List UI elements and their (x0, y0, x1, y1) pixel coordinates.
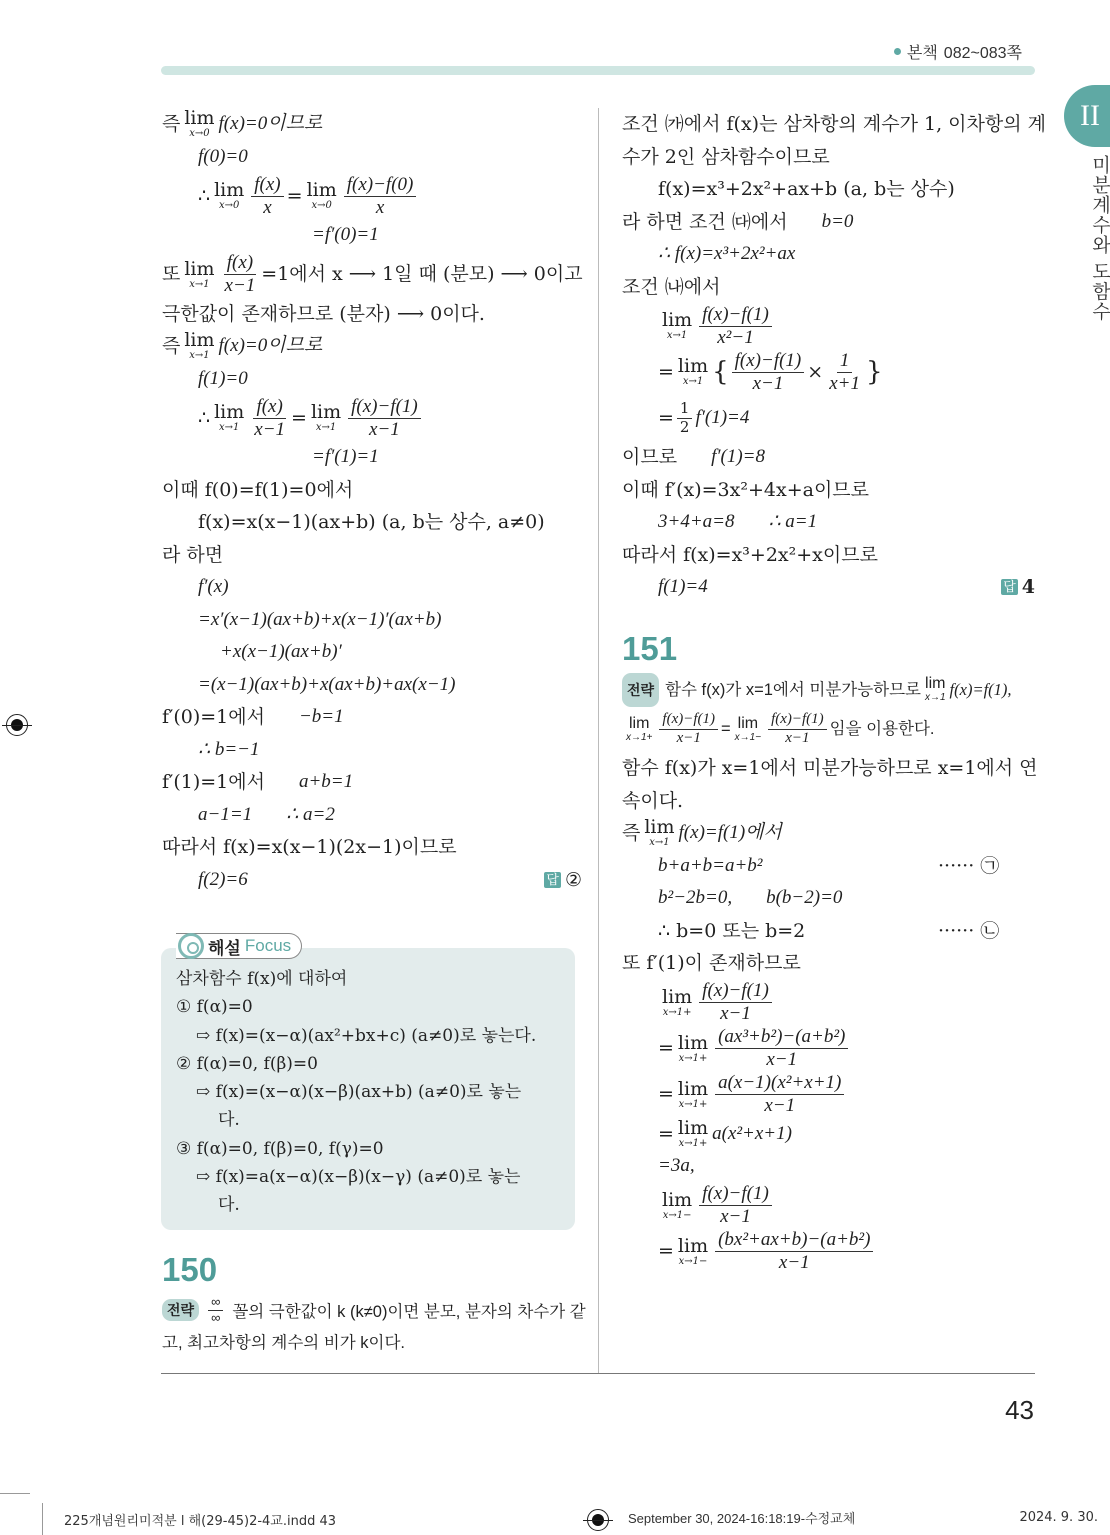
text: b+a+b=a+b² (658, 854, 763, 876)
limit (677, 1116, 709, 1149)
answer-badge: 답 (1003, 579, 1016, 595)
lim-sub: x→1 (666, 330, 688, 341)
solution-line: ∴ f(x)=x³+2x²+ax (658, 243, 796, 264)
lim-word: lim (662, 1188, 693, 1211)
answer-value: 4 (1021, 576, 1035, 598)
solution-line: f(0)=0 (198, 145, 248, 167)
denominator: x−1 (752, 372, 784, 394)
fraction (659, 711, 718, 747)
solution-line (622, 882, 1035, 915)
lim-word: lim (306, 179, 337, 201)
chapter-tab (1064, 85, 1110, 147)
limit (677, 1234, 709, 1267)
limit (735, 716, 761, 743)
text: f(2)=6 (198, 868, 248, 890)
solution-line: 따라서 f(x)=x(x−1)(2x−1)이므로 (162, 836, 457, 858)
text: 즉 (162, 335, 181, 357)
text: 즉 (162, 113, 181, 135)
solution-line (622, 1026, 1035, 1072)
text: f′(0)=1에서 (162, 706, 265, 728)
numerator: 1 (837, 350, 853, 373)
footer-timestamp: September 30, 2024-16:18:19-수정교체 (628, 1511, 856, 1526)
denominator: x²−1 (717, 326, 754, 348)
solution-line (162, 799, 582, 832)
lim-sub: x→0 (189, 128, 210, 140)
denominator: x−1 (720, 1003, 751, 1024)
denominator: x−1 (766, 1049, 798, 1070)
strategy-line (162, 1293, 586, 1326)
solution-line (622, 817, 1035, 850)
answer (544, 864, 582, 897)
solution-line: 따라서 f(x)=x³+2x²+x이므로 (622, 543, 878, 566)
focus-title-text: 해설 (208, 938, 241, 958)
fraction (699, 1183, 772, 1228)
text: 함수 f(x)가 x=1에서 미분가능하므로 (665, 680, 921, 699)
fraction (344, 174, 417, 219)
solution-line: =(x−1)(ax+b)+x(ax+b)+ax(x−1) (198, 673, 456, 695)
limit (662, 311, 692, 341)
lim-sub: x→1 (924, 692, 946, 704)
footer-filename: 225개념원리미적분 l 해(29-45)2-4교.indd 43 (64, 1514, 337, 1529)
strategy-line (622, 674, 1035, 707)
limit (662, 985, 693, 1018)
solution-line: 라 하면 (162, 543, 224, 566)
fraction (251, 396, 288, 441)
text: f(x)=0이므로 (218, 113, 323, 134)
fraction (768, 711, 827, 747)
text: ∴ a=2 (286, 803, 335, 825)
lim-sub: x→1 (682, 376, 704, 387)
solution-line: ∴ b=−1 (198, 738, 260, 760)
solution-line (162, 330, 582, 363)
right-column (622, 108, 1046, 1275)
solution-line (622, 303, 1035, 349)
solution-line (162, 108, 582, 141)
lim-word: lim (677, 1077, 709, 1100)
solution-line (622, 1229, 1035, 1275)
solution-line: = lim x→1 { $\frac{f(x)-f(1)}{x-1}$ × $\frac{1}{x+1}$ } (658, 349, 883, 394)
denominator: x (263, 196, 272, 218)
lim-word: lim (628, 714, 650, 732)
denominator: x−1 (224, 275, 256, 296)
focus-line: ⇨ f(x)=(x−α)(ax²+bx+c) (a≠0)로 놓는다. (196, 1025, 537, 1046)
solution-line: 속이다. (622, 789, 684, 812)
equals: = (658, 1083, 674, 1106)
limit (677, 1077, 709, 1110)
page-reference (894, 40, 1022, 63)
text: −b=1 (298, 706, 344, 727)
solution-line: 조건 ㈏에서 (622, 275, 721, 298)
solution-line (162, 395, 582, 441)
left-column (162, 108, 582, 896)
target-icon (178, 933, 204, 959)
equals: = (658, 1122, 674, 1145)
solution-line: =f′(1)=1 (312, 446, 379, 467)
strategy-badge: 전략 (622, 673, 659, 708)
text: 이므로 (622, 446, 678, 468)
text: ∴ b=0 또는 b=2 (658, 919, 806, 942)
denominator: ∞ (211, 1309, 221, 1325)
equation-marker: ······ ㉡ (938, 919, 1000, 942)
lim-word: lim (677, 1031, 709, 1054)
problem-number: 151 (622, 630, 678, 668)
limit (925, 676, 946, 703)
denominator: x−1 (676, 729, 701, 746)
equation-marker: ······ ㉠ (938, 854, 1000, 877)
solution-line: 함수 f(x)가 x=1에서 미분가능하므로 x=1에서 연 (622, 757, 1038, 779)
chapter-title: 미분계수와 도함수 (1089, 155, 1110, 322)
lim-sub: x→1 (315, 422, 337, 433)
text: f′(1)=1에서 (162, 771, 265, 793)
equals: = (286, 184, 303, 207)
text: 라 하면 조건 ㈐에서 (622, 210, 788, 233)
text: 꼴의 극한값이 k (k≠0)이면 분모, 분자의 차수가 같 (232, 1303, 586, 1321)
fraction (715, 1229, 873, 1274)
fraction (251, 174, 283, 219)
numerator: (ax³+b²)−(a+b²) (715, 1026, 848, 1049)
numerator: f(x)−f(1) (699, 1183, 772, 1206)
text: a−1=1 (198, 803, 253, 825)
lim-word: lim (310, 401, 342, 423)
lim-sub: x→1− (662, 1209, 692, 1221)
denominator: x−1 (720, 1206, 751, 1227)
lim-word: lim (214, 179, 245, 201)
text: f(x)=f(1), (949, 679, 1012, 699)
limit (184, 331, 214, 361)
bottom-rule (161, 1373, 1035, 1374)
focus-line: ⇨ f(x)=a(x−α)(x−β)(x−γ) (a≠0)로 놓는 (196, 1167, 521, 1188)
lim-word: lim (184, 257, 215, 280)
solution-line: 이때 f(0)=f(1)=0에서 (162, 478, 354, 501)
solution-line (622, 1072, 1035, 1118)
solution-line (162, 252, 582, 298)
lim-word: lim (214, 401, 245, 423)
solution-line (622, 1118, 1035, 1151)
denominator: x (375, 196, 385, 218)
equals: = (658, 360, 674, 383)
column-divider (598, 108, 599, 1373)
solution-line (622, 571, 1035, 604)
fraction (677, 400, 693, 436)
text: b(b−2)=0 (766, 887, 843, 908)
solution-line: f(x)=x³+2x²+ax+b (a, b는 상수) (658, 178, 955, 200)
lim-sub: x→1 (189, 278, 210, 290)
focus-line: ③ f(α)=0, f(β)=0, f(γ)=0 (176, 1138, 384, 1159)
lim-sub: x→1+ (662, 1006, 692, 1018)
denominator: x+1 (829, 372, 860, 394)
numerator: a(x−1)(x²+x+1) (715, 1072, 844, 1095)
limit (311, 403, 341, 433)
solution-line (622, 206, 1035, 239)
registration-mark-icon (587, 1509, 609, 1531)
text: b²−2b=0, (658, 887, 733, 908)
strategy-line: 고, 최고차항의 계수의 비가 k이다. (162, 1334, 405, 1352)
text: f(1)=4 (658, 576, 708, 597)
denominator: x−1 (778, 1252, 810, 1273)
solution-line (622, 980, 1035, 1026)
text: 임을 이용한다. (829, 719, 935, 738)
text: =1에서 x ⟶ 1일 때 (분모) ⟶ 0이고 (261, 263, 583, 286)
fraction (826, 350, 863, 395)
solution-line (162, 173, 582, 219)
text: 즉 (622, 822, 641, 844)
header-bar (161, 66, 1035, 75)
denominator: 2 (679, 417, 690, 436)
lim-sub: x→1+ (678, 1137, 708, 1149)
solution-line: 극한값이 존재하므로 (분자) ⟶ 0이다. (162, 302, 485, 325)
equals: = (721, 719, 731, 738)
therefore-symbol: ∴ (198, 184, 211, 207)
lim-sub: x→1 (189, 350, 210, 362)
limit (626, 716, 652, 743)
numerator: f(x) (251, 174, 283, 197)
lim-word: lim (677, 1116, 709, 1139)
problem-number: 150 (162, 1251, 218, 1288)
text: f′(1)=8 (711, 446, 765, 467)
lim-sub: x→1− (678, 1255, 708, 1267)
lim-word: lim (662, 985, 693, 1008)
limit (644, 818, 674, 848)
lim-word: lim (677, 355, 709, 377)
focus-line: 다. (218, 1195, 240, 1216)
solution-line: f(x)=x(x−1)(ax+b) (a, b는 상수, a≠0) (198, 511, 545, 533)
ref-pages: 082~083쪽 (943, 45, 1022, 62)
solution-line (622, 441, 1035, 474)
solution-line (162, 701, 582, 734)
denominator: x−1 (369, 418, 400, 440)
lim-sub: x→1+ (626, 731, 653, 743)
lim-sub: x→0 (311, 200, 332, 211)
lim-sub: x→1− (734, 731, 762, 743)
fraction (715, 1026, 848, 1071)
text: f(x)=f(1)에서 (678, 822, 782, 843)
answer (1001, 571, 1035, 604)
solution-line (622, 850, 1035, 883)
text: f(x)=0이므로 (218, 335, 323, 356)
numerator: f(x) (224, 252, 256, 275)
limit (184, 257, 215, 290)
lim-word: lim (925, 675, 946, 693)
fraction (715, 1072, 844, 1117)
text: a+b=1 (298, 771, 354, 792)
solution-line (622, 915, 1035, 948)
lim-word: lim (737, 714, 759, 732)
numerator: f(x)−f(1) (348, 396, 421, 419)
limit (184, 109, 214, 139)
strategy-line (622, 706, 1035, 752)
solution-line: =f′(0)=1 (312, 224, 379, 245)
crop-mark (0, 1493, 30, 1494)
limit (214, 403, 244, 433)
solution-line (162, 864, 582, 897)
solution-line: f(1)=0 (198, 367, 248, 389)
solution-line (622, 395, 1035, 441)
limit (678, 357, 708, 387)
limit (677, 1031, 709, 1064)
equals: = (291, 406, 307, 429)
equals: = (658, 1037, 674, 1060)
focus-body (176, 965, 571, 1220)
equals: = (658, 1240, 674, 1263)
numerator: f(x)−f(1) (699, 304, 772, 327)
numerator: (bx²+ax+b)−(a+b²) (715, 1229, 873, 1252)
answer-badge: 답 (546, 871, 559, 887)
focus-line: ⇨ f(x)=(x−α)(x−β)(ax+b) (a≠0)로 놓는 (196, 1082, 522, 1103)
footer-date: 2024. 9. 30. (1019, 1510, 1098, 1525)
chapter-numeral: II (1080, 99, 1100, 132)
text: f′(1)=4 (695, 406, 750, 428)
denominator: x−1 (785, 729, 810, 746)
equals: = (658, 406, 674, 429)
numerator: ∞ (208, 1295, 223, 1311)
lim-word: lim (677, 1234, 709, 1257)
solution-line (162, 766, 582, 799)
fraction (208, 1295, 223, 1326)
focus-line: ① f(α)=0 (176, 997, 253, 1018)
focus-line: ② f(α)=0, f(β)=0 (176, 1053, 318, 1074)
lim-sub: x→1+ (678, 1098, 708, 1110)
fraction (699, 980, 772, 1025)
fraction (699, 304, 772, 349)
limit (307, 181, 337, 211)
problem-150 (162, 1246, 586, 1356)
bullet-dot-icon (894, 48, 901, 55)
answer-value: ② (564, 868, 582, 891)
solution-line (622, 506, 1035, 539)
solution-line (622, 1183, 1035, 1229)
solution-line: =x′(x−1)(ax+b)+x(x−1)′(ax+b) (198, 608, 442, 630)
limit (662, 1188, 693, 1221)
fraction (348, 396, 421, 441)
solution-line: f′(x) (198, 576, 229, 597)
lim-sub: x→1+ (678, 1052, 708, 1064)
denominator: x−1 (764, 1095, 796, 1116)
lim-sub: x→1 (218, 422, 240, 433)
text: b=0 (821, 210, 854, 232)
solution-line: 이때 f′(x)=3x²+4x+a이므로 (622, 478, 870, 501)
ref-label: 본책 (906, 45, 938, 62)
solution-line: 조건 ㈎에서 f(x)는 삼차항의 계수가 1, 이차항의 계 (622, 113, 1046, 135)
page-number: 43 (1005, 1395, 1034, 1425)
lim-word: lim (662, 309, 693, 331)
text: ∴ a=1 (768, 511, 818, 532)
limit (214, 181, 244, 211)
solution-line: 또 f′(1)이 존재하므로 (622, 952, 801, 974)
strategy-badge: 전략 (162, 1299, 199, 1321)
solution-line: +x(x−1)(ax+b)′ (220, 641, 342, 662)
lim-word: lim (184, 107, 215, 130)
lim-word: lim (184, 329, 215, 352)
crop-mark (42, 1503, 43, 1535)
fraction (732, 350, 805, 395)
times: × (807, 360, 824, 383)
focus-title-accent: Focus (244, 936, 292, 955)
lim-word: lim (644, 816, 675, 839)
lim-sub: x→1 (649, 837, 670, 849)
focus-line: 다. (218, 1110, 240, 1131)
numerator: f(x) (253, 396, 285, 419)
fraction (222, 252, 259, 297)
focus-line: 삼차함수 f(x)에 대하여 (176, 969, 348, 989)
numerator: f(x)−f(1) (659, 711, 718, 729)
numerator: f(x)−f(1) (732, 350, 805, 373)
denominator: x−1 (254, 418, 286, 440)
lim-sub: x→0 (218, 200, 240, 211)
registration-mark-icon (6, 714, 28, 736)
numerator: 1 (677, 400, 693, 418)
text: 또 (162, 263, 181, 286)
text: a(x²+x+1) (712, 1122, 792, 1144)
therefore-symbol: ∴ (198, 406, 211, 429)
numerator: f(x)−f(1) (699, 980, 772, 1003)
numerator: f(x)−f(0) (344, 174, 417, 197)
numerator: f(x)−f(1) (768, 711, 827, 729)
text: 3+4+a=8 (658, 511, 735, 532)
solution-line: 수가 2인 삼차함수이므로 (622, 145, 830, 168)
solution-line: =3a, (658, 1155, 695, 1176)
